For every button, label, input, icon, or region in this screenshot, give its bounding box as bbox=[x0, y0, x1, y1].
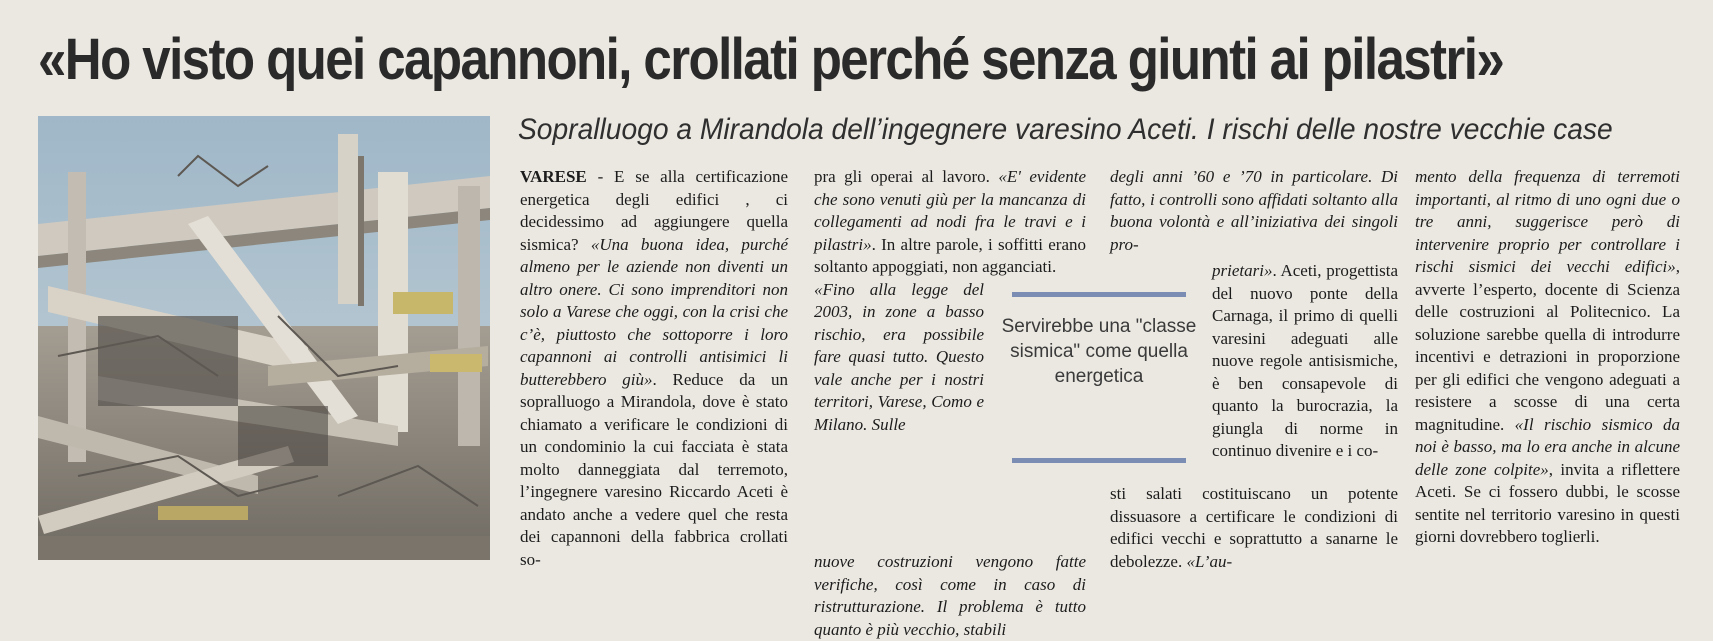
paragraph-text: . In altre parole, i soffitti erano soltanto appoggiati, non agganciati. bbox=[814, 234, 1086, 276]
paragraph-text: , avverte l’esperto, docente di Scienza delle costruzioni al Politecnico. La soluzione sarebbe quella di introdurre incentivi e detrazioni in proporzione per gli edifici che vengono adeguati a resistere a scosse di una certa magnitudine. bbox=[1415, 257, 1680, 434]
quote-text: «Fino alla legge del 2003, in zone a basso rischio, era possibile fare quasi tutto. Questo vale anche per i nostri territori, Varese, Como e Milano. Sulle bbox=[814, 279, 984, 434]
quote-text: «Una buona idea, purché almeno per le aziende non diventi un altro onere. Ci sono imprenditori non solo a Varese che oggi, con la crisi che c’è, piuttosto che sottoporre i loro capannoni ai controlli antisimici li butterebbero giù» bbox=[520, 234, 788, 389]
pull-quote bbox=[1000, 292, 1198, 468]
pull-quote-rule-bottom bbox=[1012, 458, 1186, 463]
article-column-2-bottom: nuove costruzioni vengono fatte verifiche, così come in caso di ristrutturazione. Il problema è tutto quanto è più vecchio, stabili bbox=[814, 552, 1086, 639]
article-column-4 bbox=[1415, 166, 1680, 549]
paragraph-text: . Aceti, progettista del nuovo ponte della Carnaga, il primo di quelli varesini adeguati alle nuove regole antisismiche, è ben consapevole di quanto la burocrazia, la giungla di norme in continuo divenire e i co- bbox=[1212, 261, 1398, 460]
article-column-3-middle bbox=[1212, 260, 1398, 463]
article-column-3 bbox=[1110, 166, 1398, 256]
headline: «Ho visto quei capannoni, crollati perché senza giunti ai pilastri» bbox=[38, 27, 1504, 92]
quote-text: degli anni ’60 e ’70 in particolare. Di fatto, i controlli sono affidati soltanto alla buona volontà e all’iniziativa dei singoli pro- bbox=[1110, 167, 1398, 254]
collapsed-warehouse-photo bbox=[38, 116, 490, 560]
quote-text: prietari» bbox=[1212, 261, 1273, 280]
quote-text: mento della frequenza di terremoti importanti, al ritmo di uno ogni due o tre anni, suggerisce però di intervenire proprio per controllare i rischi sismici dei vecchi edifici» bbox=[1415, 167, 1680, 276]
quote-text: «L’au- bbox=[1186, 551, 1233, 571]
paragraph-text: - E se alla certificazione energetica degli edifici , ci decidessimo ad aggiungere quella sismica? bbox=[520, 167, 788, 254]
paragraph-text: . Reduce da un sopralluogo a Mirandola, dove è stato chiamato a verificare le condizioni di un condominio la cui facciata è stata molto danneggiata dal terremoto, l’ingegnere varesino Riccardo Aceti è andato anche a vedere quel che resta dei capannoni della fabbrica crollati so- bbox=[520, 369, 788, 569]
paragraph-text: pra gli operai al lavoro. bbox=[814, 167, 999, 186]
quote-text: «Il rischio sismico da noi è basso, ma lo era anche in alcune delle zone colpite» bbox=[1415, 414, 1681, 479]
dateline: VARESE bbox=[520, 167, 587, 186]
quote-text: «E' evidente che sono venuti giù per la mancanza di collegamenti ad nodi fra le travi e i pilastri» bbox=[814, 167, 1086, 254]
paragraph-text: , invita a riflettere Aceti. Se ci fossero dubbi, le scosse sentite nel territorio varesino in questi giorni dovrebbero toglierli. bbox=[1415, 459, 1680, 546]
article-column-1 bbox=[520, 166, 788, 571]
pull-quote-rule-top bbox=[1012, 292, 1186, 297]
article-column-3-bottom bbox=[1110, 483, 1398, 573]
pull-quote-text: Servirebbe una "classe sismica" come quella energetica bbox=[1001, 316, 1197, 387]
subheadline: Sopralluogo a Mirandola dell’ingegnere varesino Aceti. I rischi delle nostre vecchie case bbox=[518, 113, 1613, 146]
paragraph-text: sti salati costituiscano un potente dissuasore a certificare le condizioni di edifici vecchi e soprattutto a sanarne le debolezze. bbox=[1110, 484, 1398, 571]
